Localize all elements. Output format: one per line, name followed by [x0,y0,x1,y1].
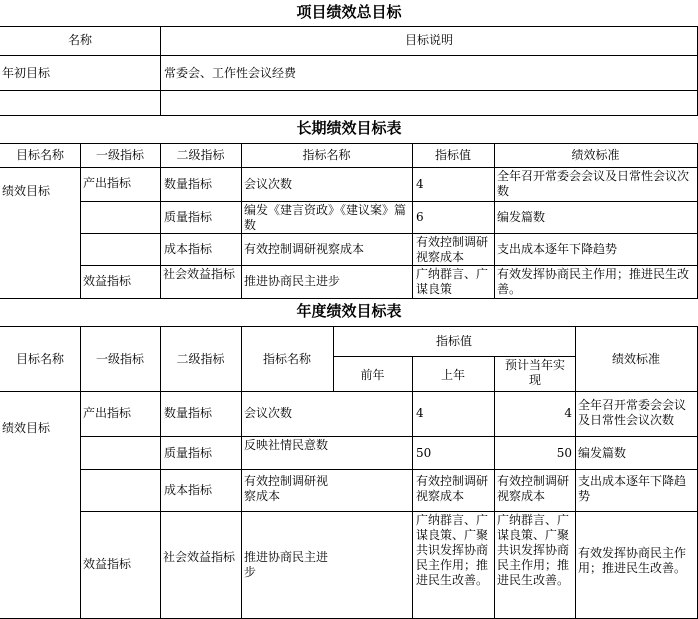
lt-row-l2: 数量指标 [164,177,213,191]
summary-col-name: 名称 [67,33,92,47]
an-goal-name: 绩效目标 [2,421,51,435]
lt-header-goal-name: 目标名称 [15,148,64,162]
lt-row-value: 4 [416,177,424,191]
lt-row-l2: 质量指标 [164,210,213,224]
lt-row-value: 有效控制调研视察成本 [416,235,489,264]
an-row-name: 会议次数 [244,406,293,420]
summary-col-desc: 目标说明 [404,33,453,47]
an-row-l2: 成本指标 [164,483,213,497]
an-header-l1: 一级指标 [95,352,144,366]
lt-header-standard: 绩效标准 [571,148,620,162]
an-row-standard: 编发篇数 [578,446,627,460]
lt-row-standard: 全年召开常委会会议及日常性会议次数 [497,169,690,198]
lt-row-value: 广纳群言、广谋良策 [416,267,489,296]
an-row-name: 有效控制调研视察成本 [244,474,329,503]
lt-header-metric-name: 指标名称 [302,148,351,162]
an-header-standard: 绩效标准 [611,352,660,366]
lt-row-value: 6 [416,210,424,224]
an-row-l2: 数量指标 [164,406,213,420]
an-row-this: 广纳群言、广谋良策、广聚共识发挥协商民主作用；推进民生改善。 [497,513,570,587]
an-header-this-year: 预计当年实现 [504,358,565,387]
summary-title: 项目绩效总目标 [296,3,402,21]
an-row-standard: 有效发挥协商民主作用；推进民生改善。 [578,546,687,575]
an-row-this: 50 [556,446,572,460]
an-row-last: 50 [416,446,432,460]
lt-row-name: 编发《建言资政》《建议案》篇数 [244,203,407,232]
lt-benefit-metric: 效益指标 [83,274,132,288]
lt-row-name: 有效控制调研视察成本 [244,242,365,256]
lt-header-metric-value: 指标值 [434,148,471,162]
an-row-l2: 社会效益指标 [163,550,236,564]
an-header-prev-year: 前年 [360,368,385,382]
lt-goal-name: 绩效目标 [2,184,51,198]
an-row-name: 反映社情民意数 [244,438,329,452]
an-row-standard: 支出成本逐年下降趋势 [578,474,687,503]
lt-header-l2: 二级指标 [176,148,225,162]
summary-row-value: 常委会、工作性会议经费 [164,66,297,80]
lt-row-name: 推进协商民主进步 [244,274,341,288]
lt-row-l2: 成本指标 [164,242,213,256]
an-benefit-metric: 效益指标 [83,557,132,571]
long-term-title: 长期绩效目标表 [296,119,402,137]
an-row-last: 广纳群言、广谋良策、广聚共识发挥协商民主作用；推进民生改善。 [416,513,489,587]
lt-header-l1: 一级指标 [95,148,144,162]
an-row-last: 有效控制调研视察成本 [416,474,489,503]
lt-row-standard: 有效发挥协商民主作用；推进民生改善。 [497,267,690,296]
an-row-name: 推进协商民主进步 [244,550,329,579]
an-header-goal-name: 目标名称 [15,352,64,366]
an-row-l2: 质量指标 [164,446,213,460]
an-header-last-year: 上年 [440,368,465,382]
an-header-metric-name: 指标名称 [262,352,311,366]
lt-row-name: 会议次数 [244,177,293,191]
annual-title: 年度绩效目标表 [296,302,402,320]
lt-row-l2: 社会效益指标 [163,267,236,281]
an-row-standard: 全年召开常委会会议及日常性会议次数 [578,398,687,427]
an-output-metric: 产出指标 [83,406,132,420]
summary-row-label: 年初目标 [2,66,51,80]
an-header-l2: 二级指标 [176,352,225,366]
lt-row-standard: 编发篇数 [497,210,546,224]
an-header-metric-value: 指标值 [435,334,472,348]
an-row-last: 4 [416,406,424,420]
lt-row-standard: 支出成本逐年下降趋势 [497,242,618,256]
lt-output-metric: 产出指标 [83,176,132,190]
an-row-this: 4 [564,406,572,420]
an-row-this: 有效控制调研视察成本 [497,474,570,503]
